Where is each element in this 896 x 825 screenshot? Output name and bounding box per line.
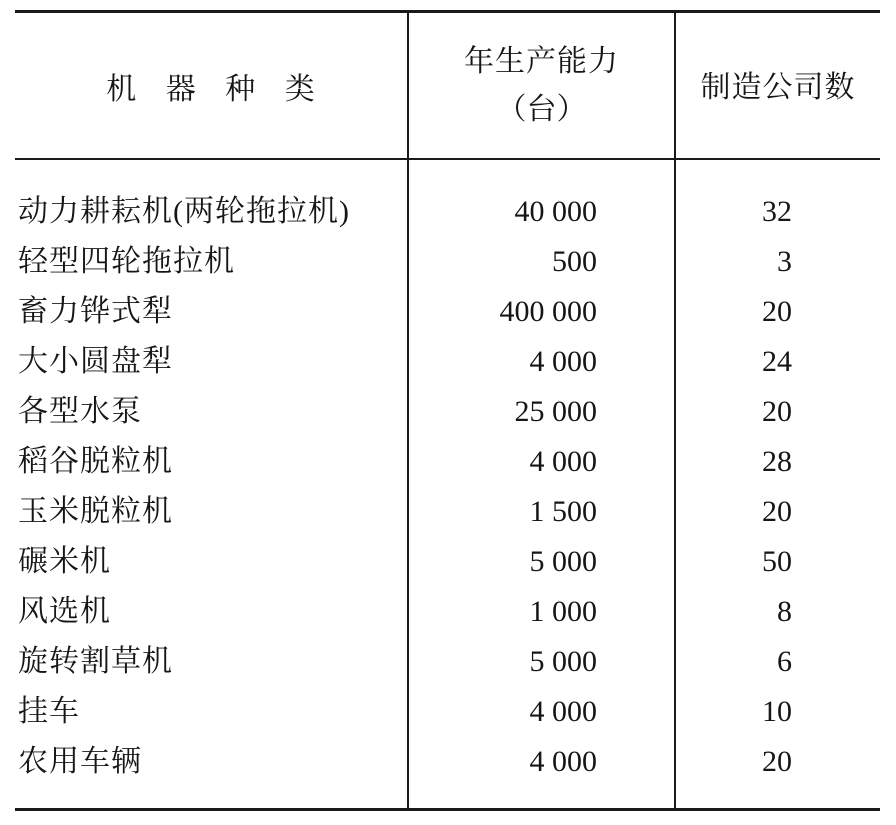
table-top-rule <box>15 10 880 13</box>
machine-type-cell: 风选机 <box>18 595 111 628</box>
capacity-cell: 1 000 <box>529 595 597 628</box>
table-row <box>0 537 896 587</box>
table-row <box>0 437 896 487</box>
machine-type-cell: 畜力铧式犁 <box>18 295 173 328</box>
capacity-cell: 1 500 <box>529 495 597 528</box>
table-row <box>0 387 896 437</box>
capacity-cell: 25 000 <box>514 395 597 428</box>
company-count-cell: 32 <box>762 195 792 228</box>
table-bottom-rule <box>15 808 880 811</box>
table-row <box>0 587 896 637</box>
capacity-cell: 5 000 <box>529 545 597 578</box>
company-count-cell: 20 <box>762 745 792 778</box>
header-annual-capacity: 年生产能力 <box>464 45 619 78</box>
header-annual-capacity-unit: （台） <box>496 93 587 126</box>
machine-type-cell: 各型水泵 <box>18 395 142 428</box>
table-row <box>0 337 896 387</box>
company-count-cell: 50 <box>762 545 792 578</box>
company-count-cell: 8 <box>777 595 792 628</box>
machine-type-cell: 稻谷脱粒机 <box>18 445 173 478</box>
machine-type-cell: 碾米机 <box>18 545 111 578</box>
capacity-cell: 4 000 <box>529 345 597 378</box>
header-manufacturer-count: 制造公司数 <box>700 71 856 104</box>
table-row <box>0 287 896 337</box>
company-count-cell: 20 <box>762 395 792 428</box>
company-count-cell: 3 <box>777 245 792 278</box>
company-count-cell: 20 <box>762 295 792 328</box>
header-separator-rule <box>15 158 880 160</box>
capacity-cell: 4 000 <box>529 445 597 478</box>
header-machine-type: 机 器 种 类 <box>106 73 317 106</box>
table-row <box>0 637 896 687</box>
capacity-cell: 5 000 <box>529 645 597 678</box>
company-count-cell: 6 <box>777 645 792 678</box>
machine-type-cell: 农用车辆 <box>18 745 142 778</box>
table-row <box>0 687 896 737</box>
capacity-cell: 4 000 <box>529 695 597 728</box>
capacity-cell: 500 <box>552 245 597 278</box>
table-row <box>0 487 896 537</box>
machine-type-cell: 动力耕耘机(两轮拖拉机) <box>18 195 350 228</box>
capacity-cell: 40 000 <box>514 195 597 228</box>
machine-type-cell: 挂车 <box>18 695 80 728</box>
table-body <box>0 187 896 787</box>
company-count-cell: 28 <box>762 445 792 478</box>
capacity-cell: 400 000 <box>499 295 597 328</box>
machine-type-cell: 轻型四轮拖拉机 <box>18 245 235 278</box>
company-count-cell: 10 <box>762 695 792 728</box>
company-count-cell: 20 <box>762 495 792 528</box>
company-count-cell: 24 <box>762 345 792 378</box>
table-row <box>0 187 896 237</box>
machine-type-cell: 玉米脱粒机 <box>18 495 173 528</box>
table-row <box>0 237 896 287</box>
machine-type-cell: 大小圆盘犁 <box>18 345 173 378</box>
table-row <box>0 737 896 787</box>
machine-type-cell: 旋转割草机 <box>18 645 173 678</box>
capacity-cell: 4 000 <box>529 745 597 778</box>
